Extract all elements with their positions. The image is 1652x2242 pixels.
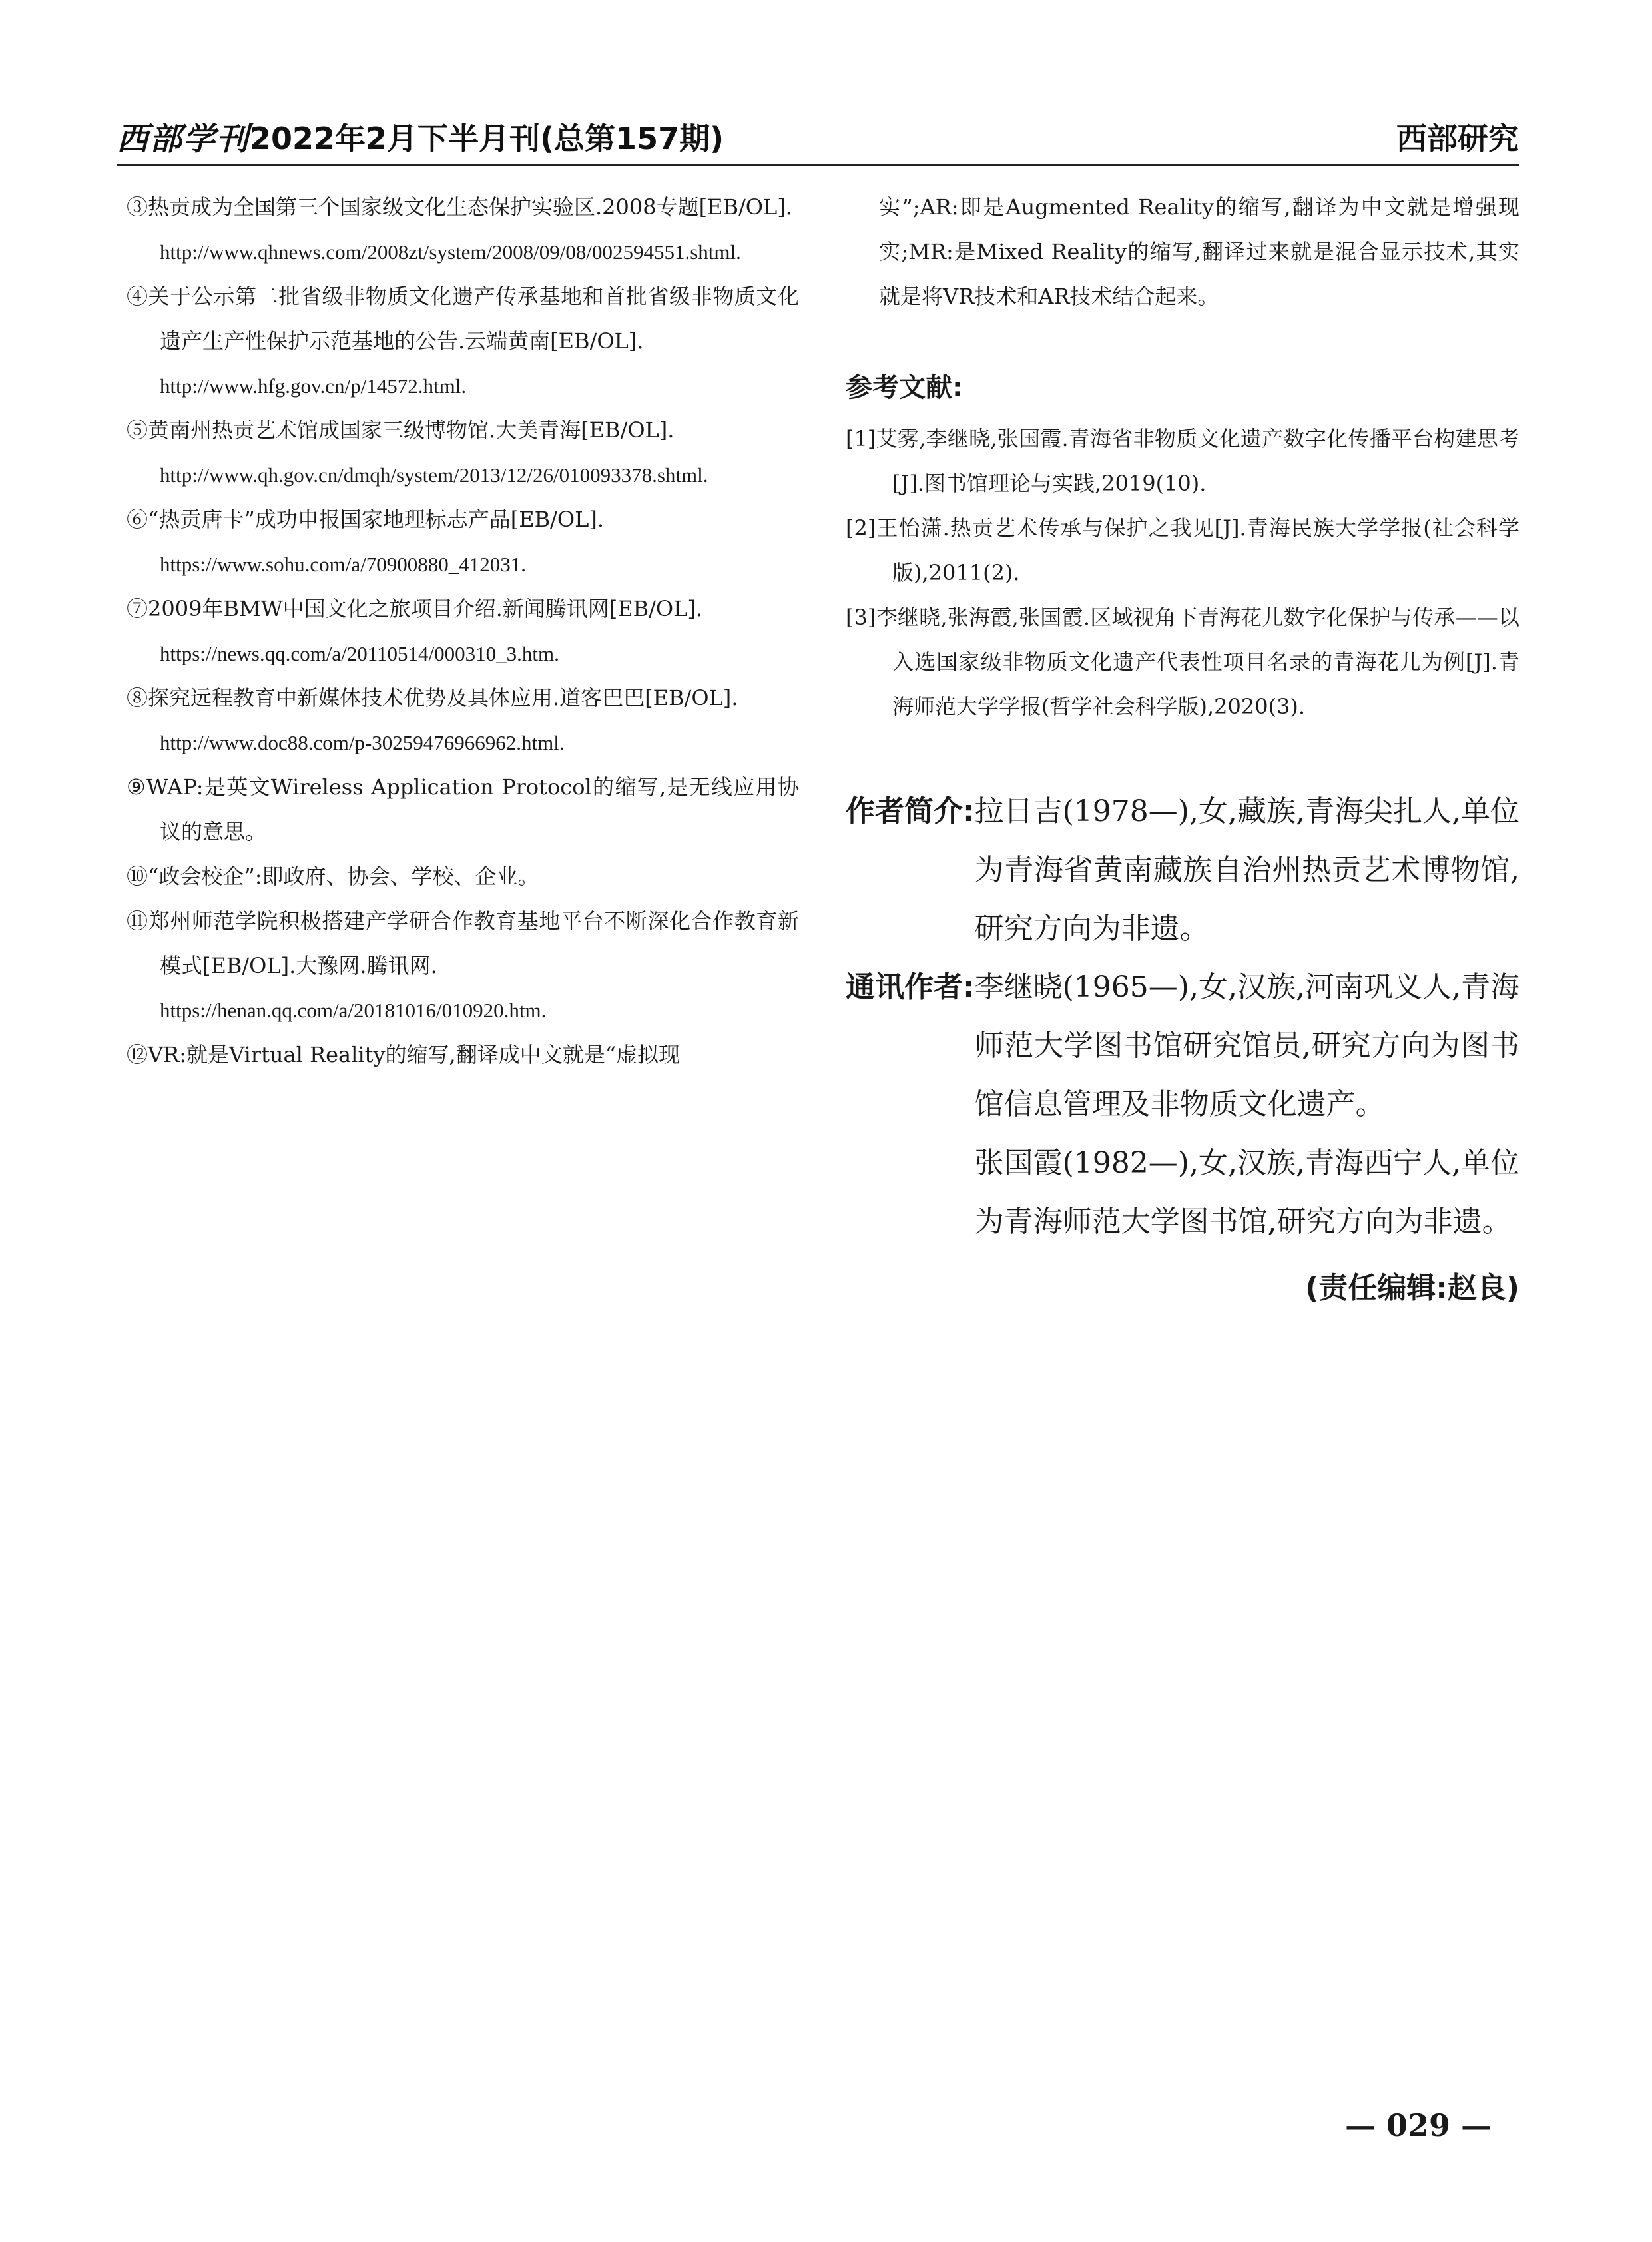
note-url[interactable]: http://www.hfg.gov.cn/p/14572.html. bbox=[160, 374, 467, 398]
note-url[interactable]: http://www.doc88.com/p-30259476966962.html. bbox=[160, 731, 565, 754]
note-item bbox=[127, 587, 799, 676]
note-item bbox=[127, 854, 799, 899]
note-url[interactable]: http://www.qh.gov.cn/dmqh/system/2013/12/26/010093378.shtml. bbox=[160, 463, 708, 487]
note-item bbox=[127, 185, 799, 274]
note-text: ④关于公示第二批省级非物质文化遗产传承基地和首批省级非物质文化遗产生产性保护示范基地的公告.云端黄南[EB/OL]. bbox=[127, 284, 799, 354]
note-continuation: 实”;AR:即是Augmented Reality的缩写,翻译为中文就是增强现实;MR:是Mixed Reality的缩写,翻译过来就是混合显示技术,其实就是将VR技术和AR技术结合起来。 bbox=[879, 194, 1519, 309]
journal-logo: 西部学刊 bbox=[117, 121, 250, 158]
note-item bbox=[127, 1033, 799, 1077]
corresponding-text-1: 李继晓(1965—),女,汉族,河南巩义人,青海师范大学图书馆研究馆员,研究方向为图书馆信息管理及非物质文化遗产。 bbox=[974, 970, 1519, 1121]
reference-item: [2]王怡潇.热贡艺术传承与保护之我见[J].青海民族大学学报(社会科学版),2011(2). bbox=[846, 515, 1519, 585]
note-item bbox=[127, 408, 799, 497]
author-info bbox=[846, 782, 1519, 1318]
right-column bbox=[846, 185, 1519, 1318]
author-bio-label: 作者简介: bbox=[846, 794, 975, 828]
note-item bbox=[127, 765, 799, 854]
editor-credit: (责任编辑:赵良) bbox=[1305, 1271, 1519, 1305]
note-item bbox=[127, 899, 799, 1033]
corresponding-author bbox=[846, 958, 1519, 1251]
author-bio bbox=[846, 782, 1519, 958]
note-item bbox=[127, 497, 799, 587]
section-title: 西部研究 bbox=[1396, 121, 1519, 156]
reference-item: [3]李继晓,张海霞,张国霞.区域视角下青海花儿数字化保护与传承——以入选国家级非物质文化遗产代表性项目名录的青海花儿为例[J].青海师范大学学报(哲学社会科学版),2020(3). bbox=[846, 605, 1519, 719]
corresponding-text-2: 张国霞(1982—),女,汉族,青海西宁人,单位为青海师范大学图书馆,研究方向为非遗。 bbox=[974, 1146, 1519, 1239]
note-item bbox=[127, 676, 799, 765]
issue-info: 2022年2月下半月刊(总第157期) bbox=[250, 121, 724, 156]
page-header bbox=[117, 112, 1519, 158]
corresponding-text bbox=[975, 958, 1519, 1251]
header-rule bbox=[117, 164, 1519, 166]
note-text: ⑧探究远程教育中新媒体技术优势及具体应用.道客巴巴[EB/OL]. bbox=[127, 685, 738, 710]
corresponding-label: 通讯作者: bbox=[846, 970, 975, 1004]
note-text: ⑤黄南州热贡艺术馆成国家三级博物馆.大美青海[EB/OL]. bbox=[127, 418, 675, 443]
note-text: ⑫VR:就是Virtual Reality的缩写,翻译成中文就是“虚拟现 bbox=[127, 1042, 681, 1067]
note-item bbox=[127, 274, 799, 408]
note-text: ⑩“政会校企”:即政府、协会、学校、企业。 bbox=[127, 864, 539, 889]
page-number: — 029 — bbox=[1345, 2107, 1492, 2143]
note-text: ⑥“热贡唐卡”成功申报国家地理标志产品[EB/OL]. bbox=[127, 507, 605, 532]
note-url[interactable]: https://henan.qq.com/a/20181016/010920.htm. bbox=[160, 999, 547, 1022]
author-bio-text: 拉日吉(1978—),女,藏族,青海尖扎人,单位为青海省黄南藏族自治州热贡艺术博物馆,研究方向为非遗。 bbox=[974, 794, 1519, 946]
left-column bbox=[127, 185, 799, 1077]
note-text: ⑨WAP:是英文Wireless Application Protocol的缩写,是无线应用协议的意思。 bbox=[127, 774, 799, 844]
note-text: ③热贡成为全国第三个国家级文化生态保护实验区.2008专题[EB/OL]. bbox=[127, 194, 792, 220]
reference-item: [1]艾雾,李继晓,张国霞.青海省非物质文化遗产数字化传播平台构建思考[J].图书馆理论与实践,2019(10). bbox=[846, 426, 1519, 496]
references-heading: 参考文献: bbox=[846, 372, 963, 403]
note-url[interactable]: https://news.qq.com/a/20110514/000310_3.htm. bbox=[160, 642, 559, 665]
note-text: ⑪郑州师范学院积极搭建产学研合作教育基地平台不断深化合作教育新模式[EB/OL].大豫网.腾讯网. bbox=[127, 908, 799, 978]
note-url[interactable]: http://www.qhnews.com/2008zt/system/2008/09/08/002594551.shtml. bbox=[160, 240, 741, 264]
note-text: ⑦2009年BMW中国文化之旅项目介绍.新闻腾讯网[EB/OL]. bbox=[127, 596, 703, 621]
note-url[interactable]: https://www.sohu.com/a/70900880_412031. bbox=[160, 553, 526, 576]
